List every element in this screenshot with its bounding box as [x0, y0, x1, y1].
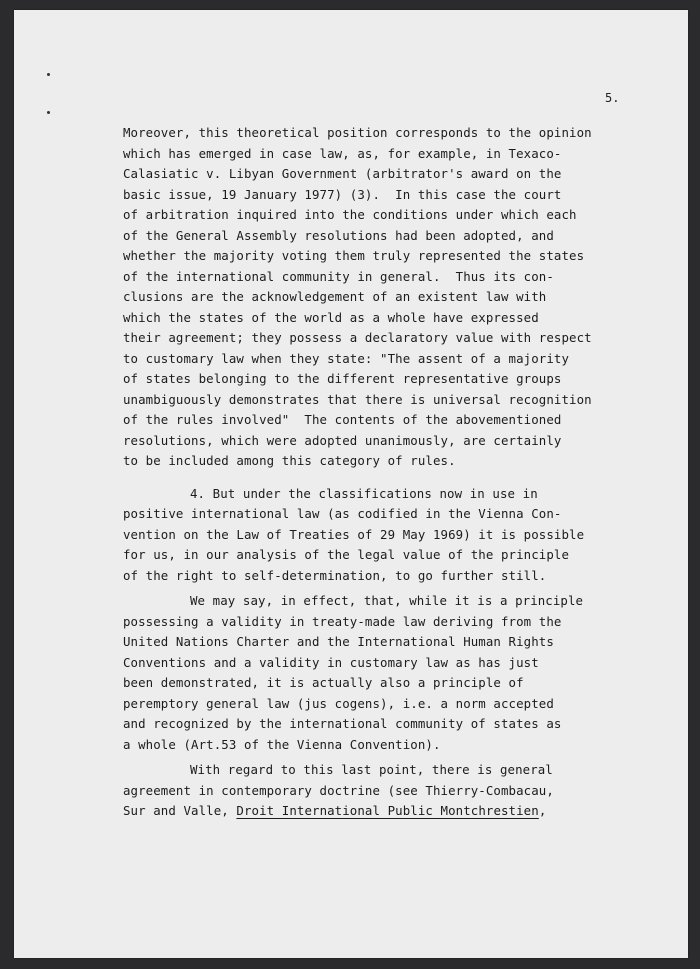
text-line: [123, 801, 653, 822]
text-line: and recognized by the international community of states as: [123, 716, 562, 731]
paragraph-4: [123, 760, 653, 822]
text-line: clusions are the acknowledgement of an existent law with: [123, 289, 547, 304]
text-line: of arbitration inquired into the conditions under which each: [123, 207, 577, 222]
text-line: peremptory general law (jus cogens), i.e. a norm accepted: [123, 695, 554, 711]
text-line: of the rules involved" The contents of the abovementioned: [123, 412, 562, 427]
text-line: of the right to self-determination, to go further still.: [123, 567, 547, 583]
text-line: Moreover, this theoretical position corresponds to the opinion: [123, 125, 592, 140]
text-fragment: Sur and Valle,: [123, 803, 237, 818]
paragraph-1: [123, 123, 653, 472]
page-number: 5.: [605, 91, 620, 105]
text-line: which has emerged in case law, as, for example, in Texaco-: [123, 145, 562, 161]
paragraph-2: [123, 484, 653, 587]
text-line: basic issue, 19 January 1977) (3). In this case the court: [123, 186, 562, 202]
margin-mark: [47, 73, 50, 76]
paragraph-3: [123, 591, 653, 755]
text-line: of the General Assembly resolutions had been adopted, and: [123, 227, 554, 243]
text-line: Conventions and a validity in customary law as has just: [123, 654, 539, 670]
margin-mark: [47, 111, 50, 114]
text-line: 4. But under the classifications now in use in: [190, 485, 538, 501]
text-line: unambiguously demonstrates that there is universal recognition: [123, 391, 592, 407]
text-line: possessing a validity in treaty-made law deriving from the: [123, 613, 562, 629]
text-line: of states belonging to the different representative groups: [123, 371, 562, 386]
text-line: been demonstrated, it is actually also a principle of: [123, 675, 524, 690]
text-line: United Nations Charter and the International Human Rights: [123, 634, 554, 649]
document-page: [14, 10, 688, 958]
text-line: to customary law when they state: "The assent of a majority: [123, 350, 570, 366]
text-line: for us, in our analysis of the legal value of the principle: [123, 547, 570, 562]
text-line: to be included among this category of rules.: [123, 453, 456, 468]
body-text: [123, 123, 653, 822]
text-line: vention on the Law of Treaties of 29 May 1969) it is possible: [123, 526, 585, 542]
text-line: We may say, in effect, that, while it is a principle: [190, 593, 584, 608]
text-line: their agreement; they possess a declaratory value with respect: [123, 330, 592, 345]
underlined-title: Droit International Public Montchrestien: [236, 803, 539, 818]
text-line: resolutions, which were adopted unanimously, are certainly: [123, 432, 562, 448]
text-line: Calasiatic v. Libyan Government (arbitrator's award on the: [123, 166, 562, 181]
text-line: which the states of the world as a whole have expressed: [123, 309, 539, 325]
text-line: a whole (Art.53 of the Vienna Convention).: [123, 736, 441, 752]
text-line: positive international law (as codified in the Vienna Con-: [123, 506, 562, 521]
text-fragment: ,: [538, 803, 547, 818]
text-line: of the international community in general. Thus its con-: [123, 268, 554, 284]
text-line: whether the majority voting them truly represented the states: [123, 248, 585, 263]
text-line: With regard to this last point, there is general: [190, 762, 553, 777]
text-line: agreement in contemporary doctrine (see Thierry-Combacau,: [123, 782, 554, 798]
